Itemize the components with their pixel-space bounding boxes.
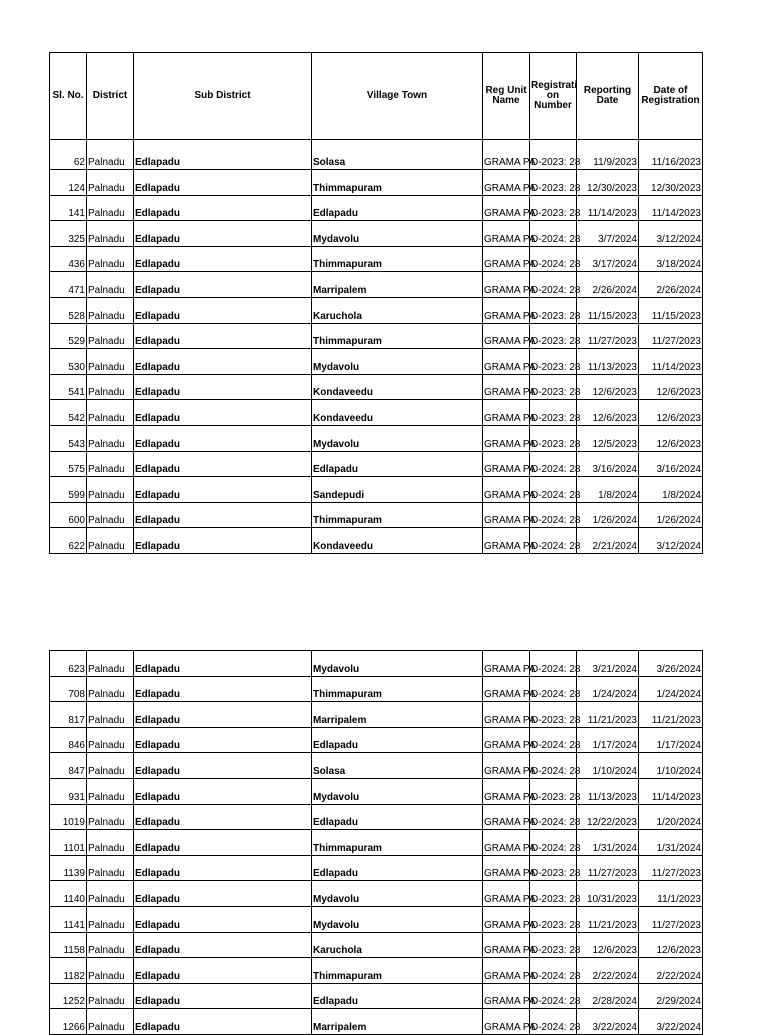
village-town-cell: Edlapadu xyxy=(312,451,483,477)
reporting-date-cell: 1/8/2024 xyxy=(577,477,639,503)
registration-number-cell: D-2023: 28 xyxy=(530,400,577,426)
district-cell: Palnadu xyxy=(87,195,134,221)
date-of-registration-cell: 1/31/2024 xyxy=(639,830,703,856)
reg-unit-name-cell: GRAMA PA xyxy=(483,855,530,881)
district-cell: Palnadu xyxy=(87,246,134,272)
reporting-date-cell: 3/22/2024 xyxy=(577,1009,639,1035)
village-town-cell: Mydavolu xyxy=(312,881,483,907)
sub-district-cell: Edlapadu xyxy=(134,170,312,196)
district-cell: Palnadu xyxy=(87,651,134,677)
reporting-date-cell: 12/22/2023 xyxy=(577,804,639,830)
reg-unit-name-cell: GRAMA PA xyxy=(483,246,530,272)
sl-no-cell: 599 xyxy=(50,477,87,503)
sl-no-cell: 1101 xyxy=(50,830,87,856)
district-cell: Palnadu xyxy=(87,425,134,451)
sl-no-cell: 1158 xyxy=(50,932,87,958)
reg-unit-name-cell: GRAMA PA xyxy=(483,170,530,196)
registration-table-2 xyxy=(49,650,703,1035)
date-of-registration-cell: 3/12/2024 xyxy=(639,221,703,247)
village-town-cell: Mydavolu xyxy=(312,651,483,677)
district-cell: Palnadu xyxy=(87,983,134,1009)
sl-no-cell: 542 xyxy=(50,400,87,426)
reporting-date-cell: 12/6/2023 xyxy=(577,932,639,958)
date-of-registration-cell: 11/1/2023 xyxy=(639,881,703,907)
registration-number-cell: D-2023: 28 xyxy=(530,195,577,221)
sl-no-cell: 1141 xyxy=(50,906,87,932)
reg-unit-name-cell: GRAMA PA xyxy=(483,676,530,702)
table-row xyxy=(50,932,703,958)
village-town-cell: Edlapadu xyxy=(312,983,483,1009)
table-row xyxy=(50,170,703,196)
reporting-date-cell: 11/15/2023 xyxy=(577,297,639,323)
sl-no-cell: 1252 xyxy=(50,983,87,1009)
sub-district-cell: Edlapadu xyxy=(134,272,312,298)
header-registration-number: Registrati on Number xyxy=(530,53,577,140)
sl-no-cell: 623 xyxy=(50,651,87,677)
sub-district-cell: Edlapadu xyxy=(134,753,312,779)
village-town-cell: Mydavolu xyxy=(312,221,483,247)
village-town-cell: Mydavolu xyxy=(312,425,483,451)
registration-number-cell: D-2024: 28 xyxy=(530,477,577,503)
reg-unit-name-cell: GRAMA PA xyxy=(483,958,530,984)
date-of-registration-cell: 12/6/2023 xyxy=(639,400,703,426)
header-reg-unit-name: Reg Unit Name xyxy=(483,53,530,140)
date-of-registration-cell: 1/24/2024 xyxy=(639,676,703,702)
reporting-date-cell: 12/6/2023 xyxy=(577,374,639,400)
village-town-cell: Karuchola xyxy=(312,932,483,958)
table-row xyxy=(50,195,703,221)
registration-number-cell: D-2024: 28 xyxy=(530,246,577,272)
district-cell: Palnadu xyxy=(87,323,134,349)
village-town-cell: Marripalem xyxy=(312,272,483,298)
sl-no-cell: 622 xyxy=(50,528,87,554)
registration-number-cell: D-2023: 28 xyxy=(530,374,577,400)
date-of-registration-cell: 11/27/2023 xyxy=(639,855,703,881)
sl-no-cell: 530 xyxy=(50,349,87,375)
sl-no-cell: 1019 xyxy=(50,804,87,830)
village-town-cell: Edlapadu xyxy=(312,727,483,753)
sl-no-cell: 62 xyxy=(50,140,87,170)
date-of-registration-cell: 2/29/2024 xyxy=(639,983,703,1009)
sub-district-cell: Edlapadu xyxy=(134,958,312,984)
village-town-cell: Thimmapuram xyxy=(312,323,483,349)
table-row xyxy=(50,753,703,779)
reg-unit-name-cell: GRAMA PA xyxy=(483,451,530,477)
sub-district-cell: Edlapadu xyxy=(134,297,312,323)
registration-number-cell: D-2024: 28 xyxy=(530,983,577,1009)
table-row xyxy=(50,881,703,907)
table-row xyxy=(50,528,703,554)
sl-no-cell: 528 xyxy=(50,297,87,323)
district-cell: Palnadu xyxy=(87,855,134,881)
header-reporting-date: Reporting Date xyxy=(577,53,639,140)
district-cell: Palnadu xyxy=(87,502,134,528)
reg-unit-name-cell: GRAMA PA xyxy=(483,425,530,451)
table-row xyxy=(50,906,703,932)
registration-table-1 xyxy=(49,52,703,554)
table-row xyxy=(50,1009,703,1035)
district-cell: Palnadu xyxy=(87,297,134,323)
sub-district-cell: Edlapadu xyxy=(134,195,312,221)
district-cell: Palnadu xyxy=(87,778,134,804)
reporting-date-cell: 1/17/2024 xyxy=(577,727,639,753)
reporting-date-cell: 3/7/2024 xyxy=(577,221,639,247)
sub-district-cell: Edlapadu xyxy=(134,727,312,753)
table-row xyxy=(50,477,703,503)
sl-no-cell: 846 xyxy=(50,727,87,753)
table-row xyxy=(50,727,703,753)
village-town-cell: Mydavolu xyxy=(312,349,483,375)
village-town-cell: Thimmapuram xyxy=(312,958,483,984)
date-of-registration-cell: 3/12/2024 xyxy=(639,528,703,554)
sub-district-cell: Edlapadu xyxy=(134,246,312,272)
header-sub-district: Sub District xyxy=(134,53,312,140)
table-row xyxy=(50,502,703,528)
sub-district-cell: Edlapadu xyxy=(134,374,312,400)
table-row xyxy=(50,855,703,881)
registration-number-cell: D-2024: 28 xyxy=(530,727,577,753)
village-town-cell: Thimmapuram xyxy=(312,502,483,528)
date-of-registration-cell: 3/18/2024 xyxy=(639,246,703,272)
header-date-of-registration: Date of Registration xyxy=(639,53,703,140)
reg-unit-name-cell: GRAMA PA xyxy=(483,502,530,528)
sub-district-cell: Edlapadu xyxy=(134,906,312,932)
reporting-date-cell: 11/21/2023 xyxy=(577,906,639,932)
district-cell: Palnadu xyxy=(87,753,134,779)
sub-district-cell: Edlapadu xyxy=(134,400,312,426)
district-cell: Palnadu xyxy=(87,221,134,247)
registration-number-cell: D-2024: 28 xyxy=(530,528,577,554)
header-row xyxy=(50,53,703,140)
table-row xyxy=(50,425,703,451)
date-of-registration-cell: 1/26/2024 xyxy=(639,502,703,528)
village-town-cell: Marripalem xyxy=(312,1009,483,1035)
table-body xyxy=(50,140,703,554)
sub-district-cell: Edlapadu xyxy=(134,702,312,728)
sub-district-cell: Edlapadu xyxy=(134,1009,312,1035)
sub-district-cell: Edlapadu xyxy=(134,425,312,451)
table-row xyxy=(50,804,703,830)
reporting-date-cell: 1/10/2024 xyxy=(577,753,639,779)
district-cell: Palnadu xyxy=(87,170,134,196)
district-cell: Palnadu xyxy=(87,727,134,753)
district-cell: Palnadu xyxy=(87,830,134,856)
sl-no-cell: 529 xyxy=(50,323,87,349)
reporting-date-cell: 1/26/2024 xyxy=(577,502,639,528)
sub-district-cell: Edlapadu xyxy=(134,140,312,170)
reg-unit-name-cell: GRAMA PA xyxy=(483,804,530,830)
date-of-registration-cell: 2/22/2024 xyxy=(639,958,703,984)
reg-unit-name-cell: GRAMA PA xyxy=(483,727,530,753)
district-cell: Palnadu xyxy=(87,477,134,503)
reg-unit-name-cell: GRAMA PA xyxy=(483,374,530,400)
district-cell: Palnadu xyxy=(87,349,134,375)
table-row xyxy=(50,830,703,856)
table-row xyxy=(50,272,703,298)
header-village-town: Village Town xyxy=(312,53,483,140)
table-row xyxy=(50,140,703,170)
date-of-registration-cell: 2/26/2024 xyxy=(639,272,703,298)
sl-no-cell: 141 xyxy=(50,195,87,221)
district-cell: Palnadu xyxy=(87,702,134,728)
registration-number-cell: D-2024: 28 xyxy=(530,651,577,677)
reg-unit-name-cell: GRAMA PA xyxy=(483,651,530,677)
reg-unit-name-cell: GRAMA PA xyxy=(483,195,530,221)
sub-district-cell: Edlapadu xyxy=(134,323,312,349)
village-town-cell: Mydavolu xyxy=(312,906,483,932)
sub-district-cell: Edlapadu xyxy=(134,881,312,907)
table-row xyxy=(50,676,703,702)
date-of-registration-cell: 11/15/2023 xyxy=(639,297,703,323)
reporting-date-cell: 11/21/2023 xyxy=(577,702,639,728)
district-cell: Palnadu xyxy=(87,528,134,554)
registration-number-cell: D-2023: 28 xyxy=(530,932,577,958)
table-body xyxy=(50,651,703,1035)
date-of-registration-cell: 1/20/2024 xyxy=(639,804,703,830)
table-row xyxy=(50,246,703,272)
village-town-cell: Edlapadu xyxy=(312,804,483,830)
sub-district-cell: Edlapadu xyxy=(134,451,312,477)
district-cell: Palnadu xyxy=(87,140,134,170)
registration-number-cell: D-2023: 28 xyxy=(530,140,577,170)
registration-number-cell: D-2023: 28 xyxy=(530,323,577,349)
district-cell: Palnadu xyxy=(87,374,134,400)
village-town-cell: Kondaveedu xyxy=(312,374,483,400)
sl-no-cell: 325 xyxy=(50,221,87,247)
reporting-date-cell: 2/28/2024 xyxy=(577,983,639,1009)
sl-no-cell: 543 xyxy=(50,425,87,451)
sl-no-cell: 708 xyxy=(50,676,87,702)
table-row xyxy=(50,958,703,984)
date-of-registration-cell: 1/8/2024 xyxy=(639,477,703,503)
reporting-date-cell: 12/6/2023 xyxy=(577,400,639,426)
district-cell: Palnadu xyxy=(87,932,134,958)
village-town-cell: Thimmapuram xyxy=(312,830,483,856)
reg-unit-name-cell: GRAMA PA xyxy=(483,778,530,804)
village-town-cell: Marripalem xyxy=(312,702,483,728)
district-cell: Palnadu xyxy=(87,272,134,298)
sub-district-cell: Edlapadu xyxy=(134,778,312,804)
date-of-registration-cell: 3/26/2024 xyxy=(639,651,703,677)
reporting-date-cell: 3/21/2024 xyxy=(577,651,639,677)
date-of-registration-cell: 11/14/2023 xyxy=(639,195,703,221)
reg-unit-name-cell: GRAMA PA xyxy=(483,272,530,298)
registration-number-cell: D-2024: 28 xyxy=(530,830,577,856)
date-of-registration-cell: 1/10/2024 xyxy=(639,753,703,779)
reg-unit-name-cell: GRAMA PA xyxy=(483,323,530,349)
header-district: District xyxy=(87,53,134,140)
sl-no-cell: 600 xyxy=(50,502,87,528)
village-town-cell: Mydavolu xyxy=(312,778,483,804)
registration-number-cell: D-2023: 28 xyxy=(530,349,577,375)
date-of-registration-cell: 11/16/2023 xyxy=(639,140,703,170)
reporting-date-cell: 10/31/2023 xyxy=(577,881,639,907)
sl-no-cell: 1139 xyxy=(50,855,87,881)
village-town-cell: Kondaveedu xyxy=(312,528,483,554)
registration-number-cell: D-2024: 28 xyxy=(530,753,577,779)
registration-number-cell: D-2023: 28 xyxy=(530,425,577,451)
table-row xyxy=(50,451,703,477)
sl-no-cell: 1266 xyxy=(50,1009,87,1035)
sub-district-cell: Edlapadu xyxy=(134,528,312,554)
reporting-date-cell: 1/31/2024 xyxy=(577,830,639,856)
village-town-cell: Thimmapuram xyxy=(312,246,483,272)
date-of-registration-cell: 3/22/2024 xyxy=(639,1009,703,1035)
table-row xyxy=(50,374,703,400)
registration-number-cell: D-2024: 28 xyxy=(530,958,577,984)
sl-no-cell: 1140 xyxy=(50,881,87,907)
table-row xyxy=(50,702,703,728)
sub-district-cell: Edlapadu xyxy=(134,830,312,856)
sl-no-cell: 471 xyxy=(50,272,87,298)
reg-unit-name-cell: GRAMA PA xyxy=(483,983,530,1009)
sub-district-cell: Edlapadu xyxy=(134,855,312,881)
reg-unit-name-cell: GRAMA PA xyxy=(483,349,530,375)
reg-unit-name-cell: GRAMA PA xyxy=(483,400,530,426)
date-of-registration-cell: 11/21/2023 xyxy=(639,702,703,728)
reg-unit-name-cell: GRAMA PA xyxy=(483,932,530,958)
table-row xyxy=(50,349,703,375)
registration-number-cell: D-2023: 28 xyxy=(530,297,577,323)
registration-number-cell: D-2024: 28 xyxy=(530,502,577,528)
table-row xyxy=(50,400,703,426)
reg-unit-name-cell: GRAMA PA xyxy=(483,881,530,907)
sl-no-cell: 124 xyxy=(50,170,87,196)
reg-unit-name-cell: GRAMA PA xyxy=(483,528,530,554)
village-town-cell: Kondaveedu xyxy=(312,400,483,426)
table-row xyxy=(50,323,703,349)
reg-unit-name-cell: GRAMA PA xyxy=(483,753,530,779)
sub-district-cell: Edlapadu xyxy=(134,502,312,528)
district-cell: Palnadu xyxy=(87,958,134,984)
sub-district-cell: Edlapadu xyxy=(134,983,312,1009)
table-row xyxy=(50,983,703,1009)
date-of-registration-cell: 3/16/2024 xyxy=(639,451,703,477)
sub-district-cell: Edlapadu xyxy=(134,221,312,247)
reporting-date-cell: 12/5/2023 xyxy=(577,425,639,451)
village-town-cell: Solasa xyxy=(312,140,483,170)
reporting-date-cell: 3/17/2024 xyxy=(577,246,639,272)
registration-number-cell: D-2023: 28 xyxy=(530,702,577,728)
sl-no-cell: 541 xyxy=(50,374,87,400)
sub-district-cell: Edlapadu xyxy=(134,651,312,677)
district-cell: Palnadu xyxy=(87,1009,134,1035)
reporting-date-cell: 1/24/2024 xyxy=(577,676,639,702)
sl-no-cell: 436 xyxy=(50,246,87,272)
reporting-date-cell: 12/30/2023 xyxy=(577,170,639,196)
reporting-date-cell: 2/21/2024 xyxy=(577,528,639,554)
reporting-date-cell: 2/22/2024 xyxy=(577,958,639,984)
sub-district-cell: Edlapadu xyxy=(134,932,312,958)
date-of-registration-cell: 11/14/2023 xyxy=(639,349,703,375)
reg-unit-name-cell: GRAMA PA xyxy=(483,140,530,170)
registration-number-cell: D-2023: 28 xyxy=(530,881,577,907)
registration-number-cell: D-2024: 28 xyxy=(530,272,577,298)
table-row xyxy=(50,297,703,323)
district-cell: Palnadu xyxy=(87,804,134,830)
district-cell: Palnadu xyxy=(87,400,134,426)
table-header xyxy=(50,53,703,140)
date-of-registration-cell: 11/27/2023 xyxy=(639,906,703,932)
reg-unit-name-cell: GRAMA PA xyxy=(483,297,530,323)
registration-number-cell: D-2023: 28 xyxy=(530,906,577,932)
reg-unit-name-cell: GRAMA PA xyxy=(483,830,530,856)
sl-no-cell: 1182 xyxy=(50,958,87,984)
sl-no-cell: 931 xyxy=(50,778,87,804)
reporting-date-cell: 2/26/2024 xyxy=(577,272,639,298)
reporting-date-cell: 11/13/2023 xyxy=(577,778,639,804)
reporting-date-cell: 11/13/2023 xyxy=(577,349,639,375)
reporting-date-cell: 11/27/2023 xyxy=(577,855,639,881)
reporting-date-cell: 11/14/2023 xyxy=(577,195,639,221)
date-of-registration-cell: 12/6/2023 xyxy=(639,374,703,400)
date-of-registration-cell: 11/14/2023 xyxy=(639,778,703,804)
village-town-cell: Karuchola xyxy=(312,297,483,323)
reg-unit-name-cell: GRAMA PA xyxy=(483,702,530,728)
reporting-date-cell: 11/27/2023 xyxy=(577,323,639,349)
sub-district-cell: Edlapadu xyxy=(134,804,312,830)
sub-district-cell: Edlapadu xyxy=(134,349,312,375)
district-cell: Palnadu xyxy=(87,906,134,932)
sub-district-cell: Edlapadu xyxy=(134,477,312,503)
reg-unit-name-cell: GRAMA PA xyxy=(483,477,530,503)
sl-no-cell: 817 xyxy=(50,702,87,728)
table-row xyxy=(50,778,703,804)
registration-number-cell: D-2024: 28 xyxy=(530,1009,577,1035)
registration-number-cell: D-2024: 28 xyxy=(530,804,577,830)
village-town-cell: Thimmapuram xyxy=(312,676,483,702)
date-of-registration-cell: 11/27/2023 xyxy=(639,323,703,349)
reg-unit-name-cell: GRAMA PA xyxy=(483,221,530,247)
village-town-cell: Solasa xyxy=(312,753,483,779)
date-of-registration-cell: 12/30/2023 xyxy=(639,170,703,196)
table-row xyxy=(50,651,703,677)
registration-number-cell: D-2023: 28 xyxy=(530,855,577,881)
registration-number-cell: D-2024: 28 xyxy=(530,221,577,247)
date-of-registration-cell: 12/6/2023 xyxy=(639,425,703,451)
header-sl-no: Sl. No. xyxy=(50,53,87,140)
registration-number-cell: D-2024: 28 xyxy=(530,676,577,702)
village-town-cell: Edlapadu xyxy=(312,855,483,881)
registration-number-cell: D-2023: 28 xyxy=(530,778,577,804)
sl-no-cell: 575 xyxy=(50,451,87,477)
village-town-cell: Thimmapuram xyxy=(312,170,483,196)
district-cell: Palnadu xyxy=(87,451,134,477)
district-cell: Palnadu xyxy=(87,881,134,907)
village-town-cell: Edlapadu xyxy=(312,195,483,221)
village-town-cell: Sandepudi xyxy=(312,477,483,503)
date-of-registration-cell: 1/17/2024 xyxy=(639,727,703,753)
reporting-date-cell: 3/16/2024 xyxy=(577,451,639,477)
district-cell: Palnadu xyxy=(87,676,134,702)
sub-district-cell: Edlapadu xyxy=(134,676,312,702)
table-row xyxy=(50,221,703,247)
reporting-date-cell: 11/9/2023 xyxy=(577,140,639,170)
date-of-registration-cell: 12/6/2023 xyxy=(639,932,703,958)
reg-unit-name-cell: GRAMA PA xyxy=(483,906,530,932)
registration-number-cell: D-2024: 28 xyxy=(530,451,577,477)
registration-number-cell: D-2023: 28 xyxy=(530,170,577,196)
reg-unit-name-cell: GRAMA PA xyxy=(483,1009,530,1035)
sl-no-cell: 847 xyxy=(50,753,87,779)
